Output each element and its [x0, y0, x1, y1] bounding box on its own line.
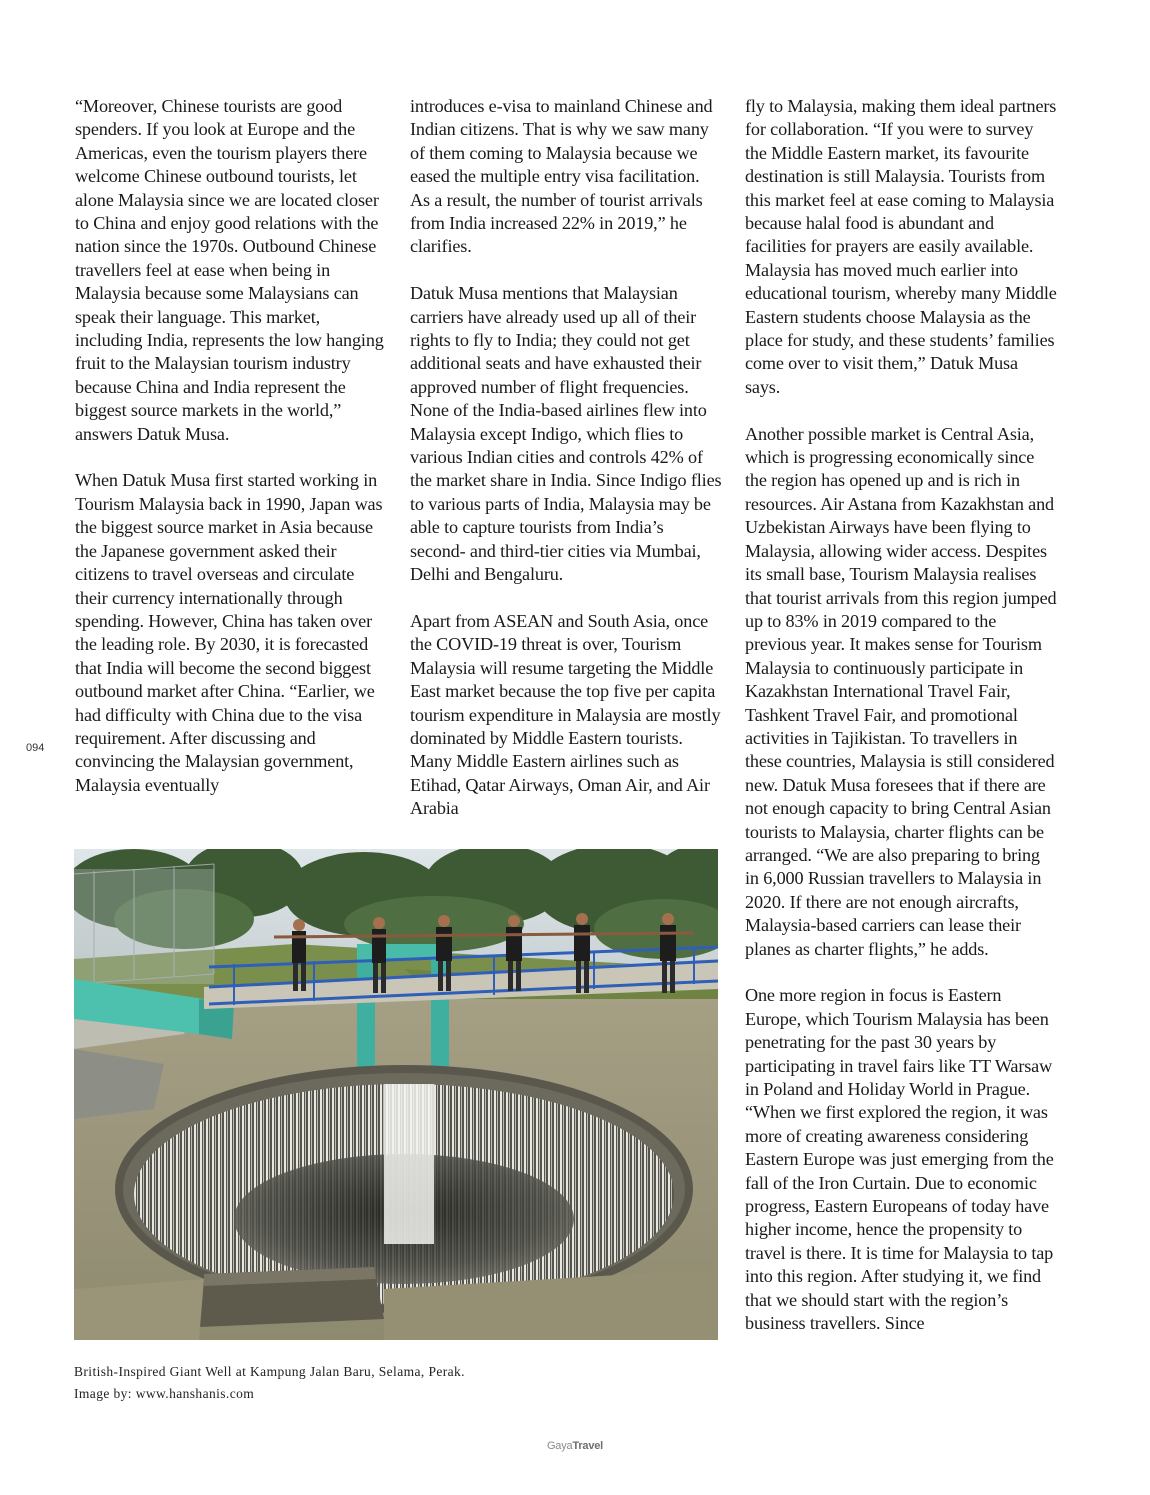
- paragraph: “Moreover, Chinese tourists are good spenders. If you look at Europe and the Americas, even the tourism players there welcome Chinese outbound tourists, let alone Malaysia since we are located closer to China and enjoy good relations with the nation since the 1970s. Outbound Chinese travellers feel at ease when being in Malaysia because some Malaysians can speak their language. This market, including India, represents the low hanging fruit to the Malaysian tourism industry because China and India represent the biggest source markets in the world,” answers Datuk Musa.: [75, 96, 384, 444]
- paragraph: Another possible market is Central Asia, which is progressing economically since the region has opened up and is rich in resources. Air Astana from Kazakhstan and Uzbekistan Airways have been flying to Malaysia, allowing wider access. Despites its small base, Tourism Malaysia realises that tourist arrivals from this region jumped up to 83% in 2019 compared to the previous year. It makes sense for Tourism Malaysia to continuously participate in Kazakhstan International Travel Fair, Tashkent Travel Fair, and promotional activities in Tajikistan. To travellers in these countries, Malaysia is still considered new. Datuk Musa foresees that if there are not enough capacity to bring Central Asian tourists to Malaysia, charter flights can be arranged. “We are also preparing to bring in 6,000 Russian travellers to Malaysia in 2020. If there are not enough aircrafts, Malaysia-based carriers can lease their planes as charter flights,” he adds.: [745, 423, 1057, 959]
- photo-caption: [74, 1361, 714, 1404]
- giant-well-photo: [74, 849, 718, 1340]
- footer-brand-logo: [0, 1440, 1150, 1452]
- brand-text: Gaya: [546, 1440, 573, 1452]
- page-number: 094: [26, 742, 45, 754]
- paragraph: When Datuk Musa first started working in Tourism Malaysia back in 1990, Japan was the biggest source market in Asia because the Japanese government asked their citizens to travel overseas and circulate their currency internationally through spending. However, China has taken over the leading role. By 2030, it is forecasted that India will become the second biggest outbound market after China. “Earlier, we had difficulty with China due to the visa requirement. After discussing and convincing the Malaysian government, Malaysia eventually: [75, 470, 383, 795]
- image-credit: Image by: www.hanshanis.com: [74, 1385, 255, 1401]
- paragraph: One more region in focus is Eastern Europe, which Tourism Malaysia has been penetrating for the past 30 years by participating in travel fairs like TT Warsaw in Poland and Holiday World in Prague. “When we first explored the region, it was more of creating awareness considering Eastern Europe was just emerging from the fall of the Iron Curtain. Due to economic progress, Eastern Europeans of today have higher income, hence the propensity to travel is there. It is time for Malaysia to tap into this region. After studying it, we find that we should start with the region’s business travellers. Since: [745, 985, 1054, 1334]
- brand-text-bold: Travel: [572, 1440, 604, 1452]
- caption-line: British-Inspired Giant Well at Kampung Jalan Baru, Selama, Perak.: [74, 1364, 465, 1379]
- paragraph: introduces e-visa to mainland Chinese and Indian citizens. That is why we saw many of them coming to Malaysia because we eased the multiple entry visa facilitation. As a result, the number of tourist arrivals from India increased 22% in 2019,” he clarifies.: [410, 96, 713, 257]
- text-column-1: [75, 95, 387, 797]
- paragraph: Apart from ASEAN and South Asia, once the COVID-19 threat is over, Tourism Malaysia will resume targeting the Middle East market because the top five per capita tourism expenditure in Malaysia are mostly dominated by Middle Eastern tourists. Many Middle Eastern airlines such as Etihad, Qatar Airways, Oman Air, and Air Arabia: [410, 610, 721, 819]
- paragraph: Datuk Musa mentions that Malaysian carriers have already used up all of their rights to fly to India; they could not get additional seats and have exhausted their approved number of flight frequencies. None of the India-based airlines flew into Malaysia except Indigo, which flies to various Indian cities and controls 42% of the market share in India. Since Indigo flies to various parts of India, Malaysia may be able to capture tourists from India’s second- and third-tier cities via Mumbai, Delhi and Bengaluru.: [410, 283, 722, 585]
- paragraph: fly to Malaysia, making them ideal partners for collaboration. “If you were to survey the Middle Eastern market, its favourite destination is still Malaysia. Tourists from this market feel at ease coming to Malaysia because halal food is abundant and facilities for prayers are easily available. Malaysia has moved much earlier into educational tourism, whereby many Middle Eastern students choose Malaysia as the place for study, and these students’ families come over to visit them,” Datuk Musa says.: [745, 96, 1057, 397]
- text-column-2: [410, 95, 722, 821]
- text-column-3: [745, 95, 1057, 1336]
